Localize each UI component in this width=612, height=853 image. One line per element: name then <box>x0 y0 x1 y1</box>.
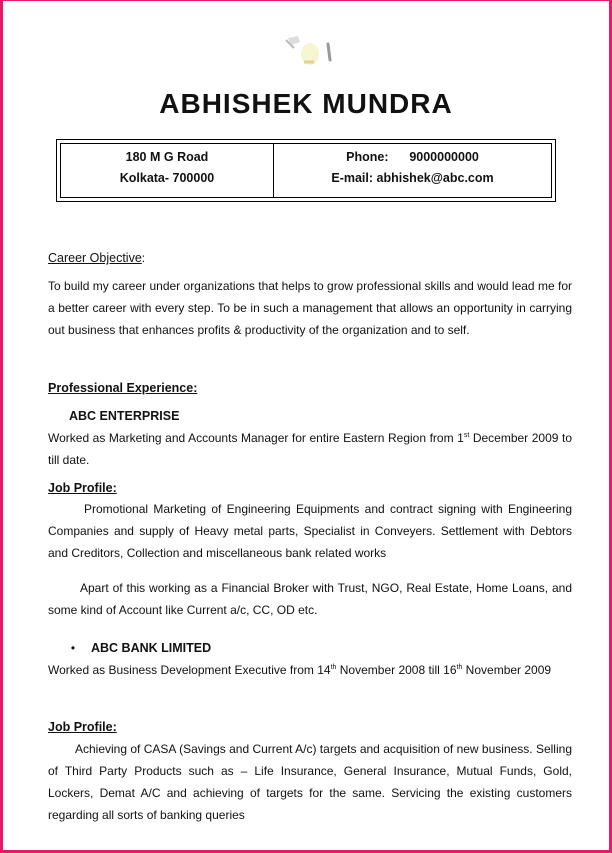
job-2-profile-paragraph-1: Achieving of CASA (Savings and Current A/c) targets and acquisition of new business. Selling of Third Party Products such as – Life Insurance, General Insurance, Mutual Funds, Gold, Lockers, Demat A/C and achieving of targets for the same. Servicing the existing customers regarding all sorts of banking queries <box>48 742 572 822</box>
career-objective-heading-line <box>48 247 572 269</box>
job-1-company-line <box>69 405 569 427</box>
professional-experience-heading: Professional Experience: <box>48 381 198 395</box>
job-1-profile-paragraph-2: Apart of this working as a Financial Broker with Trust, NGO, Real Estate, Home Loans, and some kind of Account like Current a/c, CC, OD etc. <box>48 581 572 617</box>
phone-line <box>346 150 479 164</box>
contact-box <box>56 139 556 202</box>
career-objective-heading-suffix: : <box>141 251 146 265</box>
job-1-description <box>48 427 572 471</box>
job-1-desc-before: Worked as Marketing and Accounts Manager for entire Eastern Region from 1 <box>48 431 464 445</box>
job-1-desc-sup: st <box>463 432 470 439</box>
lightbulb-logo-icon <box>282 30 338 70</box>
phone-label: Phone: <box>346 150 389 164</box>
professional-experience-heading-line <box>48 377 572 399</box>
job-1-company: ABC ENTERPRISE <box>69 409 180 423</box>
address-line-1: 180 M G Road <box>125 150 209 164</box>
contact-box-inner <box>60 143 552 198</box>
job-1-desc-after: December 2009 to till date. <box>48 431 573 467</box>
address-column <box>61 144 274 197</box>
job-1-profile-heading-line <box>48 477 572 499</box>
job-2-desc-sup-2: th <box>456 664 463 671</box>
job-2-company-line <box>60 637 560 659</box>
job-2-profile-heading: Job Profile: <box>48 720 117 734</box>
email-value: abhishek@abc.com <box>376 171 494 185</box>
email-line <box>331 171 493 185</box>
career-objective-heading: Career Objective <box>48 251 142 265</box>
bullet-icon: • <box>70 641 76 655</box>
contact-column <box>274 144 551 197</box>
candidate-name: ABHISHEK MUNDRA <box>159 88 453 119</box>
job-2-desc-part-1: Worked as Business Development Executive from 14 <box>48 663 331 677</box>
job-1-profile-heading: Job Profile: <box>48 481 117 495</box>
address-line-2: Kolkata- 700000 <box>119 171 215 185</box>
job-2-desc-part-2: November 2008 till 16 <box>336 663 457 677</box>
job-2-description <box>48 659 572 681</box>
phone-value: 9000000000 <box>409 150 479 164</box>
job-2-desc-part-3: November 2009 <box>462 663 552 677</box>
job-2-company: ABC BANK LIMITED <box>91 641 212 655</box>
career-objective-text: To build my career under organizations that helps to grow professional skills and would lead me for a better career with every step. To be in such a management that allows an opportunity in carrying out business that enhances profits & productivity of the organization and to self. <box>48 279 572 337</box>
job-2-profile-heading-line <box>48 716 572 738</box>
email-label: E-mail: <box>331 171 374 185</box>
job-1-profile-paragraph-1: Promotional Marketing of Engineering Equipments and contract signing with Engineering Companies and supply of Heavy metal parts, Specialist in Conveyers. Settlement with Debtors and Creditors, Collection and miscellaneous bank related works <box>48 502 572 560</box>
job-2-desc-sup-1: th <box>330 664 337 671</box>
